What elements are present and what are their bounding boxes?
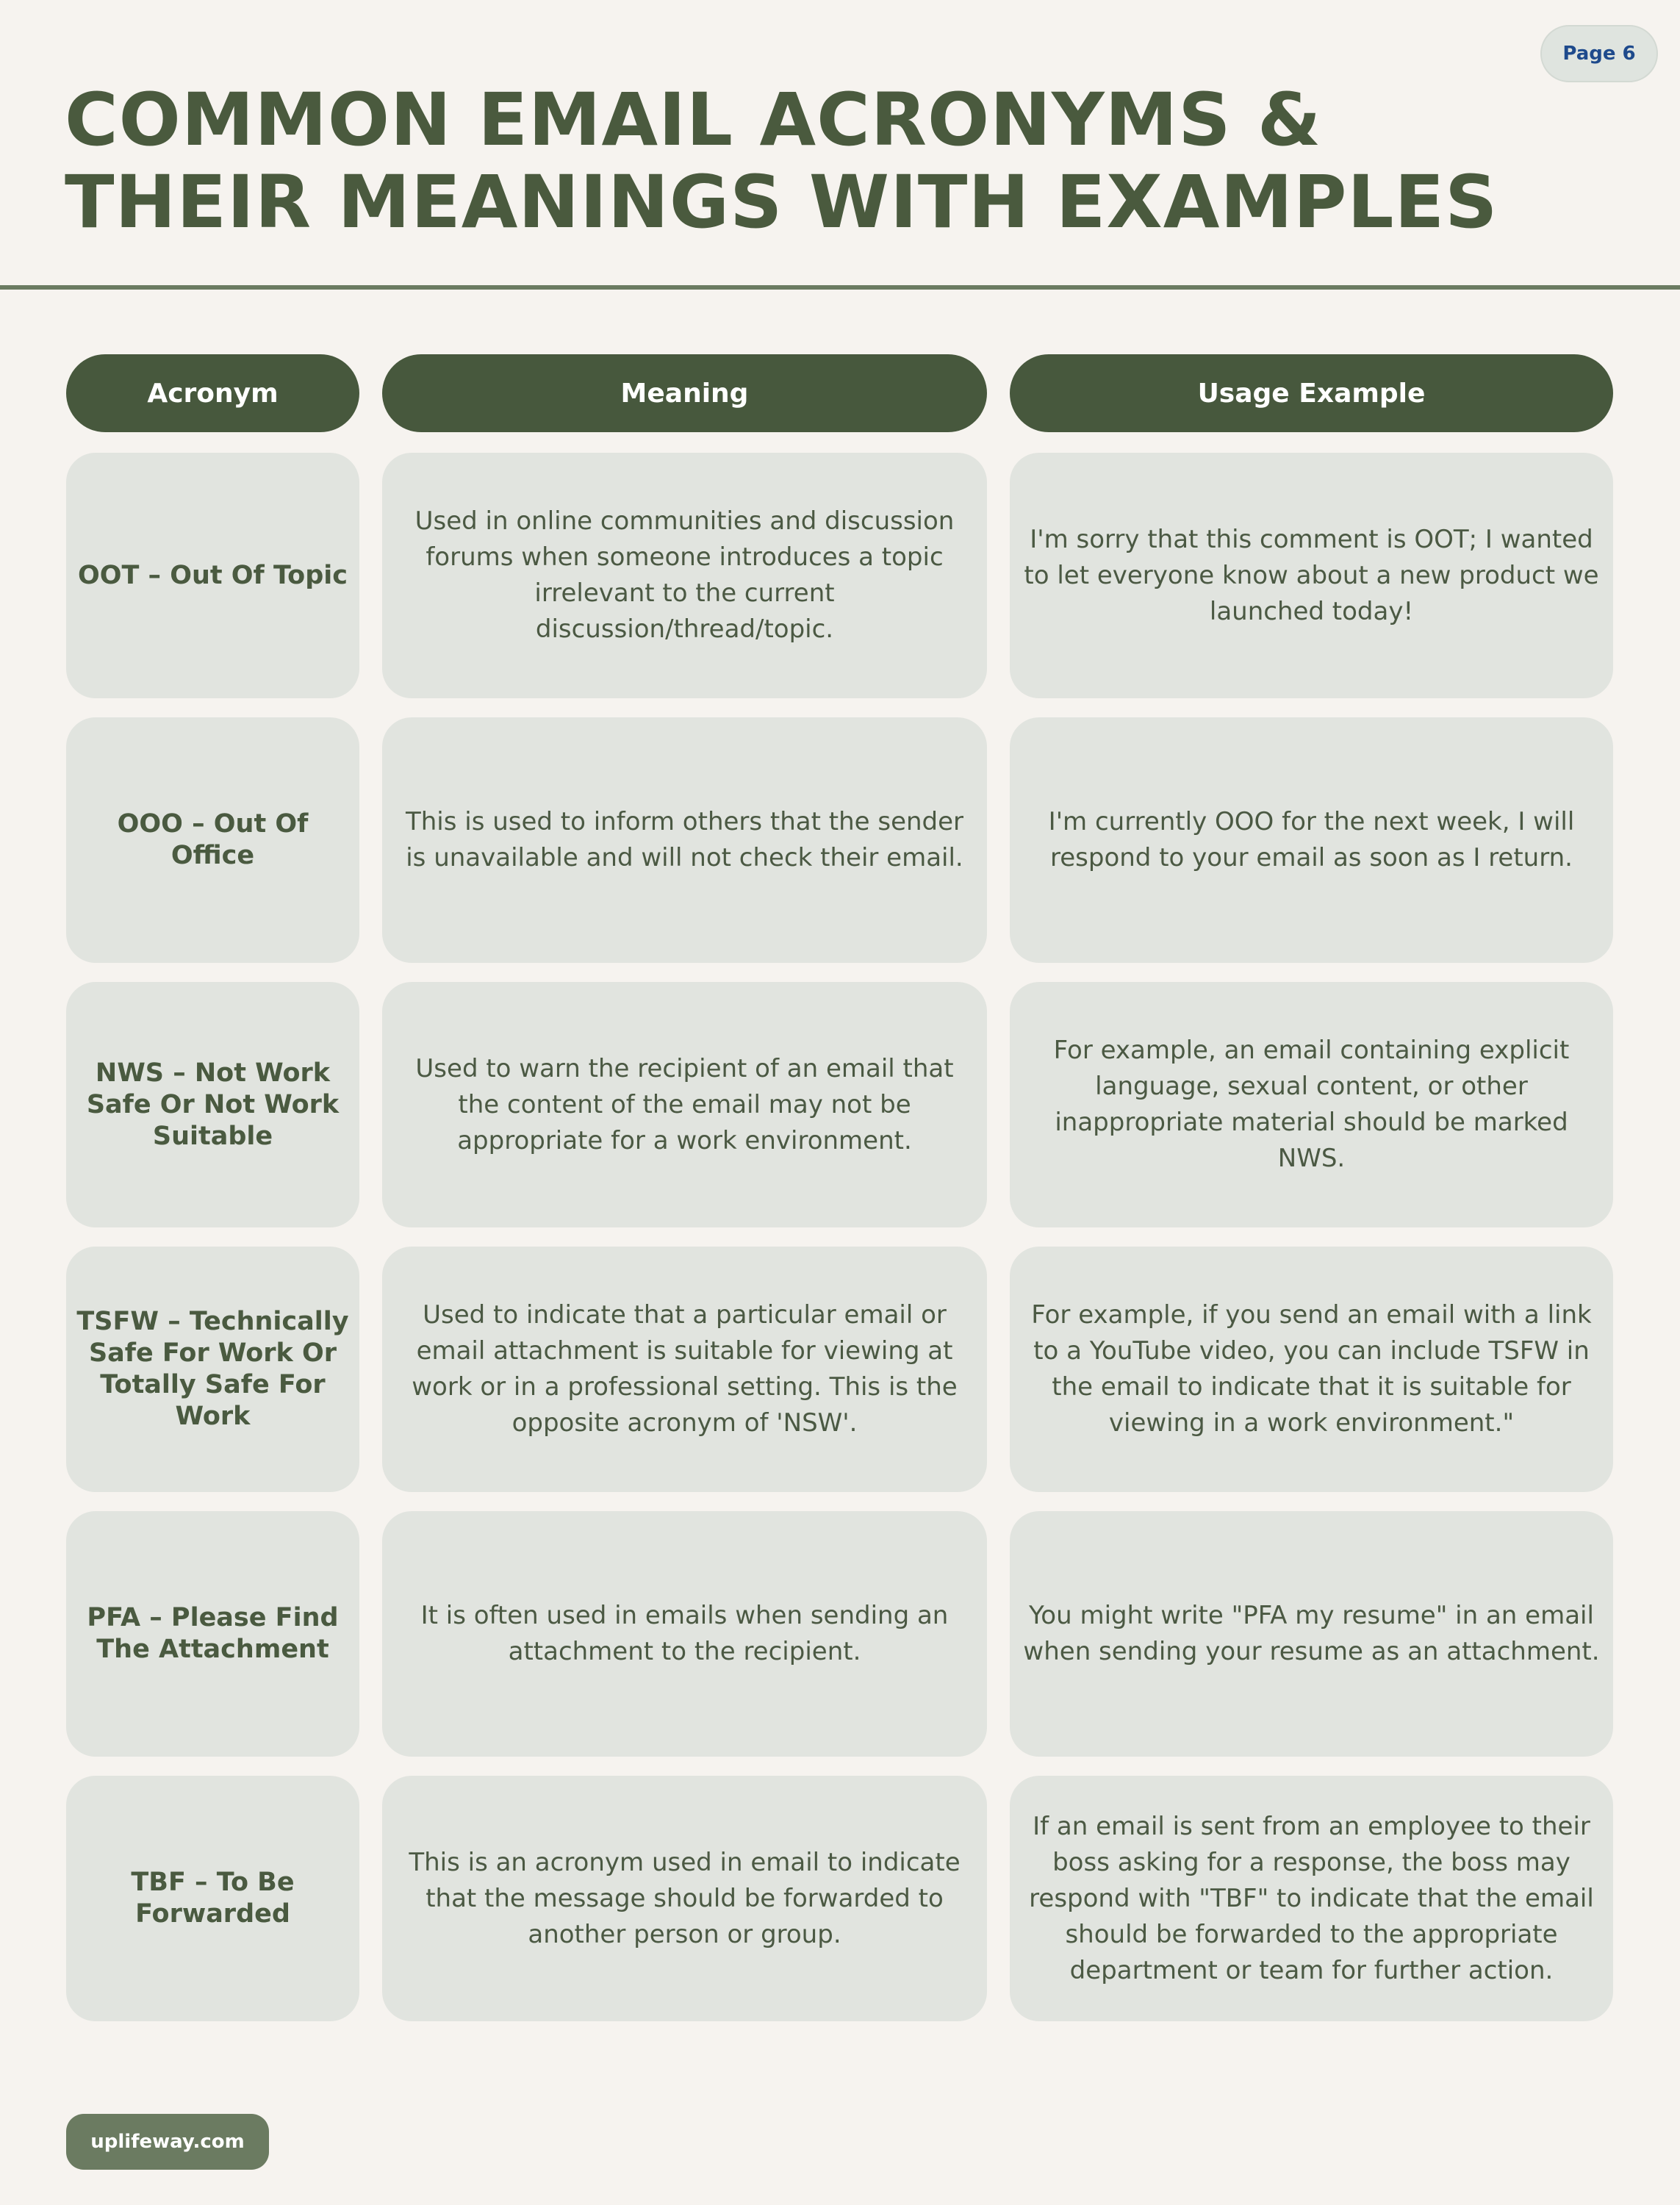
example-cell — [1010, 1511, 1613, 1757]
meaning-text: It is often used in emails when sending an attachment to the recipient. — [420, 1601, 949, 1666]
meaning-cell — [382, 717, 987, 963]
page-title: COMMON EMAIL ACRONYMS & THEIR MEANINGS WITH EXAMPLES — [65, 78, 1498, 245]
column-header-meaning: Meaning — [382, 354, 987, 432]
example-text: You might write "PFA my resume" in an email when sending your resume as an attachment. — [1023, 1601, 1600, 1666]
acronym-text: OOO – Out Of Office — [117, 809, 309, 870]
acronym-cell — [66, 1776, 359, 2021]
meaning-text: This is used to inform others that the sender is unavailable and will not check their email. — [405, 807, 964, 872]
page-number-badge: Page 6 — [1540, 25, 1658, 82]
column-header-usage-example: Usage Example — [1010, 354, 1613, 432]
meaning-cell — [382, 453, 987, 698]
meaning-text: Used to indicate that a particular email or email attachment is suitable for viewing at work or in a professional setting. This is the opposite acronym of 'NSW'. — [412, 1300, 958, 1438]
example-text: If an email is sent from an employee to their boss asking for a response, the boss may respond with "TBF" to indicate that the email should be forwarded to the appropriate department or team for further action. — [1029, 1811, 1594, 1985]
website-link[interactable]: uplifeway.com — [66, 2114, 269, 2170]
acronym-cell — [66, 1511, 359, 1757]
meaning-cell — [382, 982, 987, 1227]
meaning-cell — [382, 1247, 987, 1492]
acronym-cell — [66, 717, 359, 963]
acronym-text: TSFW – Technically Safe For Work Or Totally Safe For Work — [76, 1307, 349, 1431]
example-cell — [1010, 717, 1613, 963]
example-cell — [1010, 453, 1613, 698]
acronym-cell — [66, 453, 359, 698]
acronym-text: OOT – Out Of Topic — [77, 560, 348, 590]
acronym-cell — [66, 1247, 359, 1492]
example-text: For example, if you send an email with a link to a YouTube video, you can include TSFW in the email to indicate that it is suitable for viewing in a work environment." — [1031, 1300, 1592, 1438]
acronym-text: PFA – Please Find The Attachment — [87, 1603, 339, 1664]
acronym-text: TBF – To Be Forwarded — [131, 1868, 295, 1929]
acronym-text: NWS – Not Work Safe Or Not Work Suitable — [86, 1058, 340, 1151]
example-text: For example, an email containing explicit language, sexual content, or other inappropriate material should be marked NWS. — [1053, 1036, 1570, 1173]
meaning-text: Used in online communities and discussion forums when someone introduces a topic irrelevant to the current discussion/thread/topic. — [414, 506, 955, 644]
meaning-text: This is an acronym used in email to indicate that the message should be forwarded to another person or group. — [409, 1847, 961, 1949]
example-text: I'm sorry that this comment is OOT; I wanted to let everyone know about a new product we launched today! — [1024, 524, 1599, 626]
acronym-cell — [66, 982, 359, 1227]
meaning-cell — [382, 1511, 987, 1757]
column-header-acronym: Acronym — [66, 354, 359, 432]
example-cell — [1010, 1776, 1613, 2021]
title-divider — [0, 285, 1680, 290]
example-cell — [1010, 1247, 1613, 1492]
example-cell — [1010, 982, 1613, 1227]
example-text: I'm currently OOO for the next week, I will respond to your email as soon as I return. — [1048, 807, 1575, 872]
meaning-cell — [382, 1776, 987, 2021]
meaning-text: Used to warn the recipient of an email that the content of the email may not be appropriate for a work environment. — [415, 1053, 954, 1155]
